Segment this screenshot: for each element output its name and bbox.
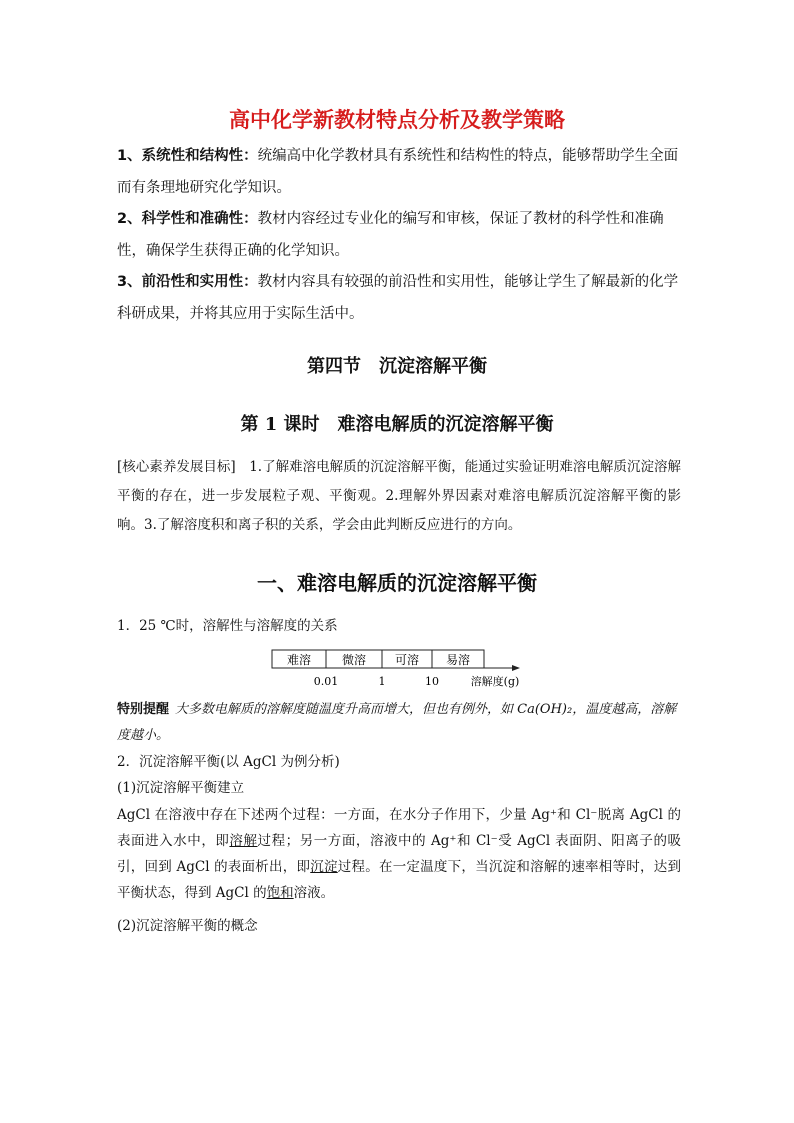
sub-item-2: (2)沉淀溶解平衡的概念 bbox=[117, 918, 258, 934]
feature-2 bbox=[117, 203, 681, 267]
feature-3-text: 教材内容具有较强的前沿性和实用性，能够让学生了解最新的化学科研成果，并将其应用于实际生活中。 bbox=[117, 274, 679, 322]
scale-tick-0-01: 0.01 bbox=[313, 675, 339, 688]
special-tip bbox=[117, 697, 681, 749]
feature-1 bbox=[117, 140, 681, 204]
section-heading: 第四节 沉淀溶解平衡 bbox=[307, 356, 487, 377]
item-2: 2．沉淀溶解平衡(以 AgCl 为例分析) bbox=[117, 754, 340, 770]
feature-3 bbox=[117, 266, 681, 330]
scale-label-yirong: 易溶 bbox=[445, 653, 471, 667]
part-heading: 一、难溶电解质的沉淀溶解平衡 bbox=[257, 571, 537, 595]
lesson-heading: 第 1 课时 难溶电解质的沉淀溶解平衡 bbox=[240, 414, 554, 435]
sub-item-1: (1)沉淀溶解平衡建立 bbox=[117, 780, 245, 796]
objectives-label: [核心素养发展目标] bbox=[117, 459, 236, 475]
feature-3-label: 3、前沿性和实用性： bbox=[117, 274, 258, 290]
blank-precipitate: 沉淀 bbox=[310, 859, 338, 875]
paragraph-part-2: 过程；另一方面，溶液中的 Ag⁺和 Cl⁻受 AgCl 表面阴、阳离子的吸引，回到 AgCl 的表面析出，即 bbox=[117, 833, 681, 875]
paragraph-part-4: 溶液。 bbox=[293, 885, 335, 901]
scale-tick-10: 10 bbox=[425, 675, 439, 688]
objectives-text: 1.了解难溶电解质的沉淀溶解平衡，能通过实验证明难溶电解质沉淀溶解平衡的存在，进一步发展粒子观、平衡观。2.理解外界因素对难溶电解质沉淀溶解平衡的影响。3.了解溶度积和离子积的关系，学会由此判断反应进行的方向。 bbox=[117, 459, 681, 533]
feature-2-text: 教材内容经过专业化的编写和审核，保证了教材的科学性和准确性，确保学生获得正确的化学知识。 bbox=[117, 211, 664, 259]
scale-label-weirong: 微溶 bbox=[341, 653, 367, 667]
scale-label-kerong: 可溶 bbox=[394, 653, 420, 667]
agcl-paragraph bbox=[117, 802, 681, 906]
document-title: 高中化学新教材特点分析及教学策略 bbox=[229, 108, 565, 132]
feature-2-label: 2、科学性和准确性： bbox=[117, 211, 258, 227]
feature-1-label: 1、系统性和结构性： bbox=[117, 148, 258, 164]
item-1: 1．25 ℃时，溶解性与溶解度的关系 bbox=[117, 618, 338, 634]
feature-1-text: 统编高中化学教材具有系统性和结构性的特点，能够帮助学生全面而有条理地研究化学知识。 bbox=[117, 148, 679, 196]
paragraph-part-1: AgCl 在溶液中存在下述两个过程：一方面，在水分子作用下，少量 Ag⁺和 Cl⁻脱离 AgCl 的表面进入水中，即 bbox=[117, 807, 681, 849]
scale-axis-label: 溶解度(g) bbox=[470, 675, 520, 688]
blank-saturated: 饱和 bbox=[266, 885, 294, 901]
axis-arrow-icon bbox=[512, 665, 520, 671]
core-objectives bbox=[117, 453, 681, 540]
paragraph-part-3: 过程。在一定温度下，当沉淀和溶解的速率相等时，达到平衡状态，得到 AgCl 的 bbox=[117, 859, 682, 901]
scale-tick-1: 1 bbox=[378, 675, 386, 688]
solubility-scale-diagram bbox=[268, 648, 528, 692]
blank-dissolve: 溶解 bbox=[229, 833, 258, 849]
tip-text: 大多数电解质的溶解度随温度升高而增大，但也有例外，如 Ca(OH)₂，温度越高，溶解度越小。 bbox=[117, 702, 677, 743]
tip-label: 特别提醒 bbox=[117, 702, 170, 717]
scale-label-nanrong: 难溶 bbox=[286, 653, 312, 667]
